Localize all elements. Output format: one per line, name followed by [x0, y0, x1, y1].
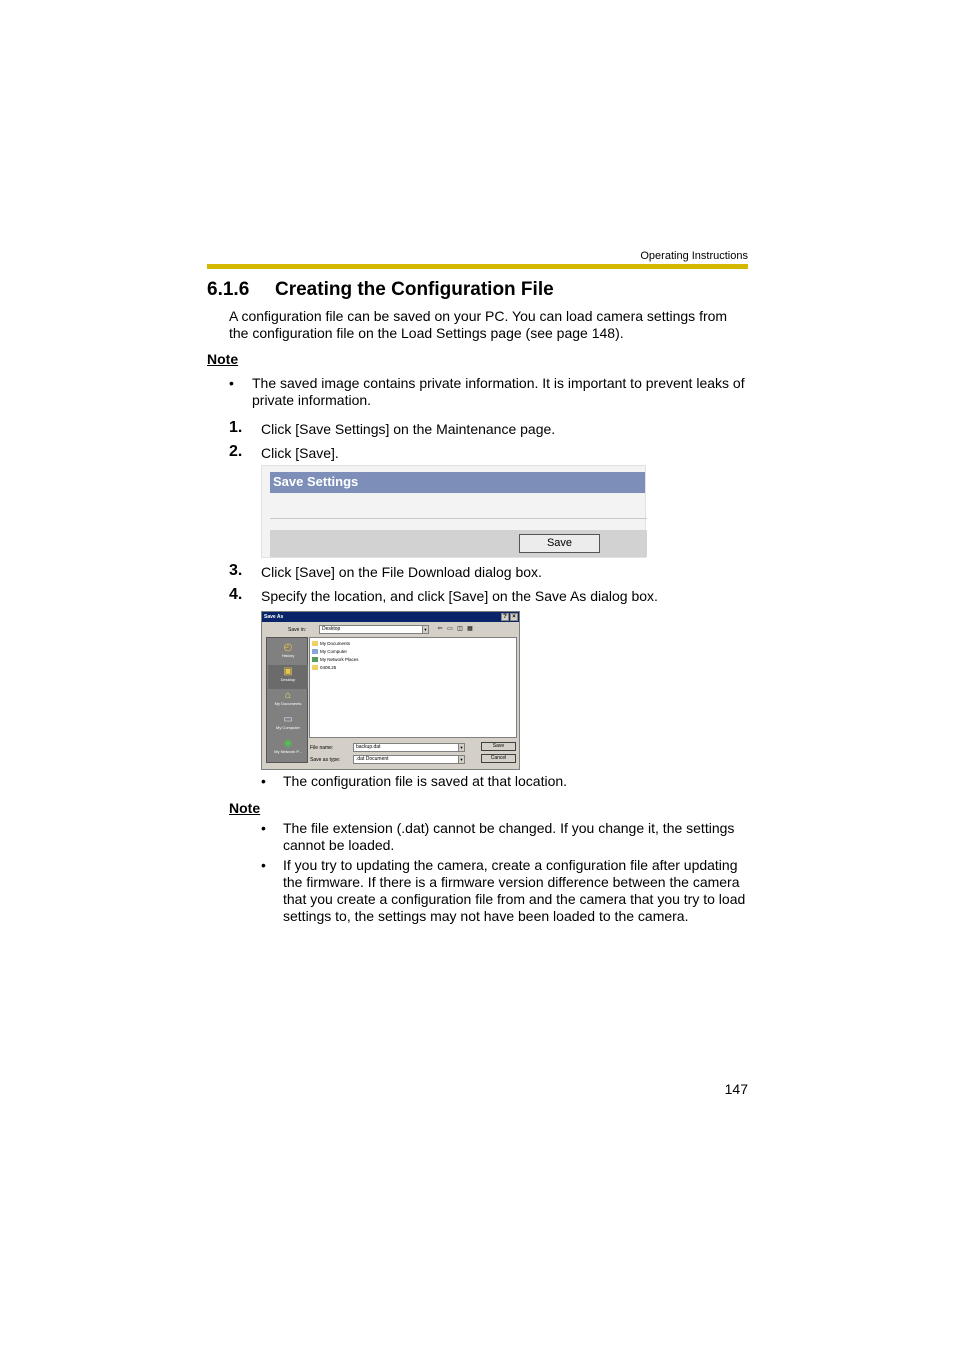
- computer-icon: [312, 649, 318, 654]
- chevron-down-icon: ▼: [423, 627, 428, 632]
- list-item[interactable]: [312, 648, 347, 655]
- file-name-value: backup.dat: [356, 744, 381, 750]
- file-name-input[interactable]: [353, 743, 465, 752]
- place-label: My Documents: [274, 701, 302, 706]
- up-folder-icon[interactable]: ▭: [447, 626, 453, 632]
- page-number: 147: [724, 1081, 748, 1097]
- chevron-down-icon: ▼: [459, 757, 464, 762]
- note-heading: Note: [229, 800, 261, 816]
- place-desktop[interactable]: [268, 665, 308, 689]
- result-bullet-text: The configuration file is saved at that location.: [283, 773, 568, 789]
- save-in-dropdown[interactable]: [319, 625, 429, 634]
- dialog-titlebar: [262, 612, 519, 622]
- note-bullet: [229, 375, 749, 409]
- header-rule: [207, 264, 748, 269]
- save-as-type-dropdown[interactable]: [353, 755, 465, 764]
- bullet-dot: •: [261, 820, 266, 836]
- network-icon: [312, 657, 318, 662]
- list-item[interactable]: [312, 664, 336, 671]
- save-as-dialog: [261, 611, 520, 770]
- place-my-computer[interactable]: [268, 713, 308, 737]
- place-label: My Network P...: [274, 749, 302, 754]
- save-settings-title: Save Settings: [270, 472, 645, 493]
- section-title: Creating the Configuration File: [275, 279, 554, 300]
- my-computer-icon: ▭: [283, 714, 293, 725]
- step-text: Click [Save] on the File Download dialog box.: [261, 564, 542, 580]
- dialog-title: Save As: [264, 614, 284, 620]
- help-icon[interactable]: ?: [501, 613, 509, 621]
- note-bullet-text: The saved image contains private information. It is important to prevent leaks of private information.: [252, 375, 745, 408]
- file-list: [309, 637, 517, 738]
- new-folder-icon[interactable]: ◫: [457, 626, 463, 632]
- step-number: 1.: [229, 419, 243, 436]
- list-item[interactable]: [312, 656, 359, 663]
- save-in-value: Desktop: [322, 626, 341, 632]
- file-name: My Documents: [320, 641, 351, 646]
- place-my-documents[interactable]: [268, 689, 308, 713]
- divider: [270, 518, 647, 519]
- desktop-icon: ▣: [283, 666, 293, 677]
- bullet-dot: •: [261, 857, 266, 873]
- dialog-save-button[interactable]: Save: [481, 742, 516, 751]
- place-label: History: [281, 653, 295, 658]
- section-number: 6.1.6: [207, 279, 250, 300]
- place-history[interactable]: [268, 641, 308, 665]
- step-number: 4.: [229, 586, 243, 603]
- my-documents-icon: ⌂: [284, 690, 292, 701]
- network-places-icon: ◉: [283, 738, 293, 749]
- section-heading: [207, 279, 554, 301]
- file-name: 0408.25: [320, 665, 337, 670]
- note-bullet: [261, 857, 749, 925]
- step-number: 2.: [229, 443, 243, 460]
- file-name: My Network Places: [320, 657, 359, 662]
- save-in-label: Save in:: [288, 627, 307, 633]
- step-text: Click [Save].: [261, 445, 339, 461]
- save-as-type-value: .dat Document: [356, 756, 389, 762]
- save-settings-button-bar: [270, 530, 647, 557]
- close-icon[interactable]: ×: [510, 613, 518, 621]
- history-icon: ◴: [283, 642, 293, 653]
- step-text: Click [Save Settings] on the Maintenance page.: [261, 421, 556, 437]
- running-header: Operating Instructions: [640, 250, 748, 262]
- note-heading: Note: [207, 351, 239, 367]
- list-item[interactable]: [312, 640, 350, 647]
- chevron-down-icon: ▼: [459, 745, 464, 750]
- step-text: Specify the location, and click [Save] on the Save As dialog box.: [261, 588, 658, 604]
- note-bullet: [261, 820, 749, 854]
- place-label: My Computer: [275, 725, 300, 730]
- save-settings-panel: [261, 465, 646, 558]
- view-menu-icon[interactable]: ▦: [467, 626, 473, 632]
- step-number: 3.: [229, 562, 243, 579]
- back-icon[interactable]: ⇦: [437, 626, 443, 632]
- place-network[interactable]: [268, 737, 308, 761]
- bullet-dot: •: [261, 773, 266, 789]
- result-bullet: [261, 773, 749, 790]
- dialog-cancel-button[interactable]: Cancel: [481, 754, 516, 763]
- intro-paragraph: A configuration file can be saved on your PC. You can load camera settings from the configuration file on the Load Settings page (see page 148).: [229, 308, 728, 341]
- bullet-dot: •: [229, 375, 234, 391]
- note-bullet-text: If you try to updating the camera, create a configuration file after updating the firmware. If there is a firmware version difference between the camera that you create a configuration file from and the camera that you try to load settings to, the settings may not have been loaded to the camera.: [283, 857, 746, 924]
- save-button[interactable]: Save: [519, 534, 600, 553]
- file-name: My Computer: [320, 649, 348, 654]
- places-bar: [266, 637, 308, 763]
- folder-icon: [312, 641, 318, 646]
- note-bullet-text: The file extension (.dat) cannot be changed. If you change it, the settings cannot be loaded.: [283, 820, 735, 853]
- save-as-type-label: Save as type:: [310, 757, 341, 763]
- folder-icon: [312, 665, 318, 670]
- place-label: Desktop: [280, 677, 296, 682]
- file-name-label: File name:: [310, 745, 334, 751]
